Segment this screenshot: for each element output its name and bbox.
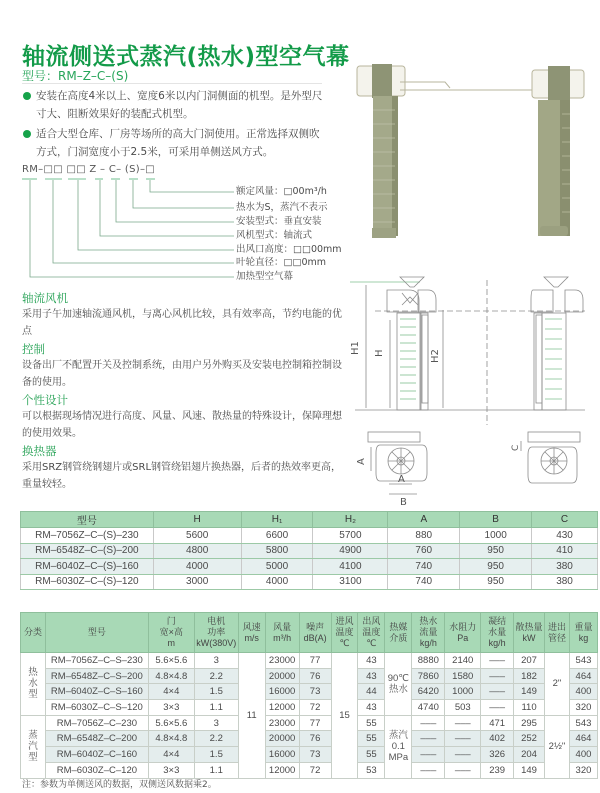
feature-item bbox=[22, 87, 327, 123]
category-steam: 蒸汽型 bbox=[21, 715, 46, 778]
cell: 55 bbox=[358, 715, 385, 731]
table-row bbox=[21, 747, 598, 763]
col-noise: 噪声 dB(A) bbox=[299, 613, 331, 653]
cell: 239 bbox=[481, 762, 514, 778]
cell-model: RM–6548Z–C–S–200 bbox=[45, 668, 148, 684]
cell: 950 bbox=[460, 559, 532, 575]
label-h2: H2 bbox=[430, 349, 441, 363]
cell: ––– bbox=[412, 715, 445, 731]
cell: 43 bbox=[358, 668, 385, 684]
cell: 430 bbox=[532, 528, 598, 544]
section-body-custom: 可以根据现场情况进行高度、风量、风速、散热量的特殊设计，保障理想的使用效果。 bbox=[22, 411, 342, 439]
cell: 950 bbox=[460, 574, 532, 590]
cell: 20000 bbox=[265, 668, 299, 684]
section-title-fan: 轴流风机 bbox=[22, 291, 68, 305]
cell: 740 bbox=[388, 574, 460, 590]
cell: 950 bbox=[460, 543, 532, 559]
cell: 471 bbox=[481, 715, 514, 731]
cell: 1.5 bbox=[194, 684, 238, 700]
cell: RM–7056Z–C–(S)–230 bbox=[21, 528, 154, 544]
cell: 1580 bbox=[445, 668, 481, 684]
cell: 400 bbox=[569, 747, 597, 763]
cell: RM–6030Z–C–(S)–120 bbox=[21, 574, 154, 590]
cell: 204 bbox=[514, 747, 545, 763]
table-row bbox=[21, 684, 598, 700]
legend-label-impeller: 叶轮直径：□□0mm bbox=[236, 257, 327, 268]
cell: 5600 bbox=[153, 528, 241, 544]
dimension-drawing bbox=[340, 275, 600, 508]
cell: 23000 bbox=[265, 653, 299, 669]
col-heat: 散热量 kW bbox=[514, 613, 545, 653]
table-row bbox=[21, 528, 598, 544]
legend-label-fan: 风机型式：轴流式 bbox=[236, 230, 313, 241]
cell: 3×3 bbox=[148, 762, 194, 778]
cell: 4800 bbox=[153, 543, 241, 559]
col-medium: 热媒 介质 bbox=[385, 613, 412, 653]
table-header-row bbox=[21, 613, 598, 653]
cell: 6600 bbox=[241, 528, 313, 544]
cell: 252 bbox=[514, 731, 545, 747]
cell: 320 bbox=[569, 700, 597, 716]
cell: RM–6548Z–C–(S)–200 bbox=[21, 543, 154, 559]
cell: 410 bbox=[532, 543, 598, 559]
cell: 77 bbox=[299, 653, 331, 669]
cell: 2.2 bbox=[194, 731, 238, 747]
cell: 55 bbox=[358, 731, 385, 747]
cell: 3 bbox=[194, 715, 238, 731]
cell: 400 bbox=[569, 684, 597, 700]
col-inlet-temp: 进风 温度 ℃ bbox=[331, 613, 358, 653]
cell-model: RM–6030Z–C–S–120 bbox=[45, 700, 148, 716]
section-body-fan: 采用子午加速轴流通风机，与离心风机比较，具有效率高，节约电能的优点 bbox=[22, 309, 342, 337]
dimension-table bbox=[20, 511, 598, 590]
col-weight: 重量 kg bbox=[569, 613, 597, 653]
cell: 77 bbox=[299, 715, 331, 731]
feature-list bbox=[22, 87, 327, 163]
cell: 464 bbox=[569, 668, 597, 684]
cell-wind-speed: 11 bbox=[238, 653, 265, 779]
cell: 4900 bbox=[313, 543, 388, 559]
feature-item bbox=[22, 125, 327, 161]
table-row bbox=[21, 762, 598, 778]
cell: 543 bbox=[569, 653, 597, 669]
cell: 3 bbox=[194, 653, 238, 669]
table-row bbox=[21, 653, 598, 669]
cell: 543 bbox=[569, 715, 597, 731]
feature-text: 安装在高度4米以上、宽度6米以内门洞侧面的机型。是外型尺寸大、阻断效果好的装配式机型。 bbox=[36, 90, 323, 120]
cell: 5.6×5.6 bbox=[148, 715, 194, 731]
cell: 760 bbox=[388, 543, 460, 559]
model-number: 型号：RM–Z–C–(S) bbox=[22, 69, 129, 83]
col-h2: H₂ bbox=[313, 512, 388, 528]
cell: 7860 bbox=[412, 668, 445, 684]
col-condensate: 凝结 水量 kg/h bbox=[481, 613, 514, 653]
label-b: B bbox=[400, 497, 407, 508]
cell: ––– bbox=[481, 700, 514, 716]
cell: 207 bbox=[514, 653, 545, 669]
legend-label-install: 安装型式：垂直安装 bbox=[236, 216, 322, 227]
table-row bbox=[21, 700, 598, 716]
cell: 1000 bbox=[445, 684, 481, 700]
table-row bbox=[21, 559, 598, 575]
cell: ––– bbox=[445, 747, 481, 763]
cell: 503 bbox=[445, 700, 481, 716]
cell-pipe: 2" bbox=[545, 653, 570, 716]
table-row bbox=[21, 715, 598, 731]
cell: 23000 bbox=[265, 715, 299, 731]
page-title: 轴流侧送式蒸汽(热水)型空气幕 bbox=[22, 44, 350, 70]
col-resistance: 水阻力 Pa bbox=[445, 613, 481, 653]
col-h1: H₁ bbox=[241, 512, 313, 528]
table-row bbox=[21, 574, 598, 590]
col-model: 型号 bbox=[45, 613, 148, 653]
cell-medium-steam: 蒸汽 0.1 MPa bbox=[385, 715, 412, 778]
divider bbox=[22, 83, 322, 84]
label-h1: H1 bbox=[350, 341, 361, 355]
legend-label-type: 加热型空气幕 bbox=[236, 271, 294, 282]
table-footnote: 注：参数为单侧送风的数据，双侧送风数据乘2。 bbox=[22, 780, 217, 790]
cell: 182 bbox=[514, 668, 545, 684]
cell: 16000 bbox=[265, 747, 299, 763]
col-a: A bbox=[388, 512, 460, 528]
col-c: C bbox=[532, 512, 598, 528]
cell: 43 bbox=[358, 700, 385, 716]
legend-label-medium: 热水为S，蒸汽不表示 bbox=[236, 202, 328, 213]
cell: 4740 bbox=[412, 700, 445, 716]
cell-inlet-temp: 15 bbox=[331, 653, 358, 779]
cell-model: RM–6030Z–C–120 bbox=[45, 762, 148, 778]
cell: 12000 bbox=[265, 700, 299, 716]
col-water-flow: 热水 流量 kg/h bbox=[412, 613, 445, 653]
cell: ––– bbox=[412, 762, 445, 778]
bullet-dot-icon bbox=[23, 130, 31, 138]
cell: 44 bbox=[358, 684, 385, 700]
col-power: 电机 功率 kW(380V) bbox=[194, 613, 238, 653]
cell: 2.2 bbox=[194, 668, 238, 684]
table-row bbox=[21, 731, 598, 747]
model-code-legend bbox=[0, 160, 340, 290]
cell: 72 bbox=[299, 762, 331, 778]
product-illustration bbox=[340, 40, 600, 280]
cell: 464 bbox=[569, 731, 597, 747]
cell: ––– bbox=[445, 731, 481, 747]
cell: 880 bbox=[388, 528, 460, 544]
col-door: 门 宽×高 m bbox=[148, 613, 194, 653]
bullet-dot-icon bbox=[23, 92, 31, 100]
cell: 3×3 bbox=[148, 700, 194, 716]
col-model: 型号 bbox=[21, 512, 154, 528]
cell: 3000 bbox=[153, 574, 241, 590]
section-title-exchanger: 换热器 bbox=[22, 444, 57, 458]
cell: 55 bbox=[358, 747, 385, 763]
cell: 1.1 bbox=[194, 700, 238, 716]
legend-label-airflow: 额定风量：□00m³/h bbox=[236, 186, 327, 197]
table-row bbox=[21, 543, 598, 559]
cell: 402 bbox=[481, 731, 514, 747]
cell-model: RM–6040Z–C–160 bbox=[45, 747, 148, 763]
table-row bbox=[21, 668, 598, 684]
cell: 1.5 bbox=[194, 747, 238, 763]
section-body-control: 设备出厂不配置开关及控制系统，由用户另外购买及安装电控制箱控制设备的使用。 bbox=[22, 360, 342, 388]
cell: ––– bbox=[481, 668, 514, 684]
cell: 295 bbox=[514, 715, 545, 731]
label-a: A bbox=[398, 474, 405, 485]
label-h: H bbox=[374, 349, 385, 357]
section-title-custom: 个性设计 bbox=[22, 393, 68, 407]
cell: 43 bbox=[358, 653, 385, 669]
col-h: H bbox=[153, 512, 241, 528]
cell: 5.6×5.6 bbox=[148, 653, 194, 669]
col-b: B bbox=[460, 512, 532, 528]
cell: 53 bbox=[358, 762, 385, 778]
legend-label-outlet-height: 出风口高度：□□00mm bbox=[236, 244, 342, 255]
cell: ––– bbox=[481, 684, 514, 700]
cell: 5800 bbox=[241, 543, 313, 559]
cell: 4.8×4.8 bbox=[148, 731, 194, 747]
cell: 73 bbox=[299, 684, 331, 700]
cell: 4×4 bbox=[148, 747, 194, 763]
performance-table bbox=[20, 612, 598, 779]
cell: 8880 bbox=[412, 653, 445, 669]
cell: ––– bbox=[412, 731, 445, 747]
cell: 6420 bbox=[412, 684, 445, 700]
cell-medium-hot-water: 90℃ 热水 bbox=[385, 653, 412, 716]
category-hot-water: 热水型 bbox=[21, 653, 46, 716]
table-header-row bbox=[21, 512, 598, 528]
cell: 5700 bbox=[313, 528, 388, 544]
cell: 326 bbox=[481, 747, 514, 763]
cell: 380 bbox=[532, 559, 598, 575]
cell: 16000 bbox=[265, 684, 299, 700]
cell: ––– bbox=[445, 715, 481, 731]
col-category: 分类 bbox=[21, 613, 46, 653]
cell: 3100 bbox=[313, 574, 388, 590]
cell: 76 bbox=[299, 668, 331, 684]
cell-model: RM–6040Z–C–S–160 bbox=[45, 684, 148, 700]
section-title-control: 控制 bbox=[22, 342, 45, 356]
cell: 1.1 bbox=[194, 762, 238, 778]
cell: 4100 bbox=[313, 559, 388, 575]
cell-pipe: 2½" bbox=[545, 715, 570, 778]
cell: 320 bbox=[569, 762, 597, 778]
cell: 149 bbox=[514, 684, 545, 700]
col-outlet-temp: 出风 温度 ℃ bbox=[358, 613, 385, 653]
cell: 110 bbox=[514, 700, 545, 716]
cell-model: RM–6548Z–C–200 bbox=[45, 731, 148, 747]
cell: 4×4 bbox=[148, 684, 194, 700]
cell: ––– bbox=[412, 747, 445, 763]
cell: 4000 bbox=[153, 559, 241, 575]
cell: RM–6040Z–C–(S)–160 bbox=[21, 559, 154, 575]
label-c: C bbox=[511, 444, 521, 451]
col-pipe: 进出 管径 bbox=[545, 613, 570, 653]
cell: 4000 bbox=[241, 574, 313, 590]
model-code-pattern: RM–□□ □□ Z – C– (S)–□ bbox=[22, 164, 155, 175]
col-airflow: 风量 m³/h bbox=[265, 613, 299, 653]
cell: 380 bbox=[532, 574, 598, 590]
cell: 72 bbox=[299, 700, 331, 716]
cell: ––– bbox=[445, 762, 481, 778]
cell: 20000 bbox=[265, 731, 299, 747]
label-a-vertical: A bbox=[356, 458, 367, 465]
cell: 2140 bbox=[445, 653, 481, 669]
cell: 5000 bbox=[241, 559, 313, 575]
cell: 73 bbox=[299, 747, 331, 763]
cell: ––– bbox=[481, 653, 514, 669]
cell: 76 bbox=[299, 731, 331, 747]
col-wind-speed: 风速 m/s bbox=[238, 613, 265, 653]
cell: 4.8×4.8 bbox=[148, 668, 194, 684]
cell: 1000 bbox=[460, 528, 532, 544]
cell: 740 bbox=[388, 559, 460, 575]
description-sections bbox=[22, 289, 342, 493]
feature-text: 适合大型仓库、厂房等场所的高大门洞使用。正常选择双侧吹方式，门洞宽度小于2.5米，可采用单侧送风方式。 bbox=[36, 128, 320, 158]
cell-model: RM–7056Z–C–S–230 bbox=[45, 653, 148, 669]
section-body-exchanger: 采用SRZ钢管绕钢翅片或SRL钢管绕铝翅片换热器，后者的热效率更高，重量较轻。 bbox=[22, 462, 342, 490]
cell: 149 bbox=[514, 762, 545, 778]
cell-model: RM–7056Z–C–230 bbox=[45, 715, 148, 731]
cell: 12000 bbox=[265, 762, 299, 778]
